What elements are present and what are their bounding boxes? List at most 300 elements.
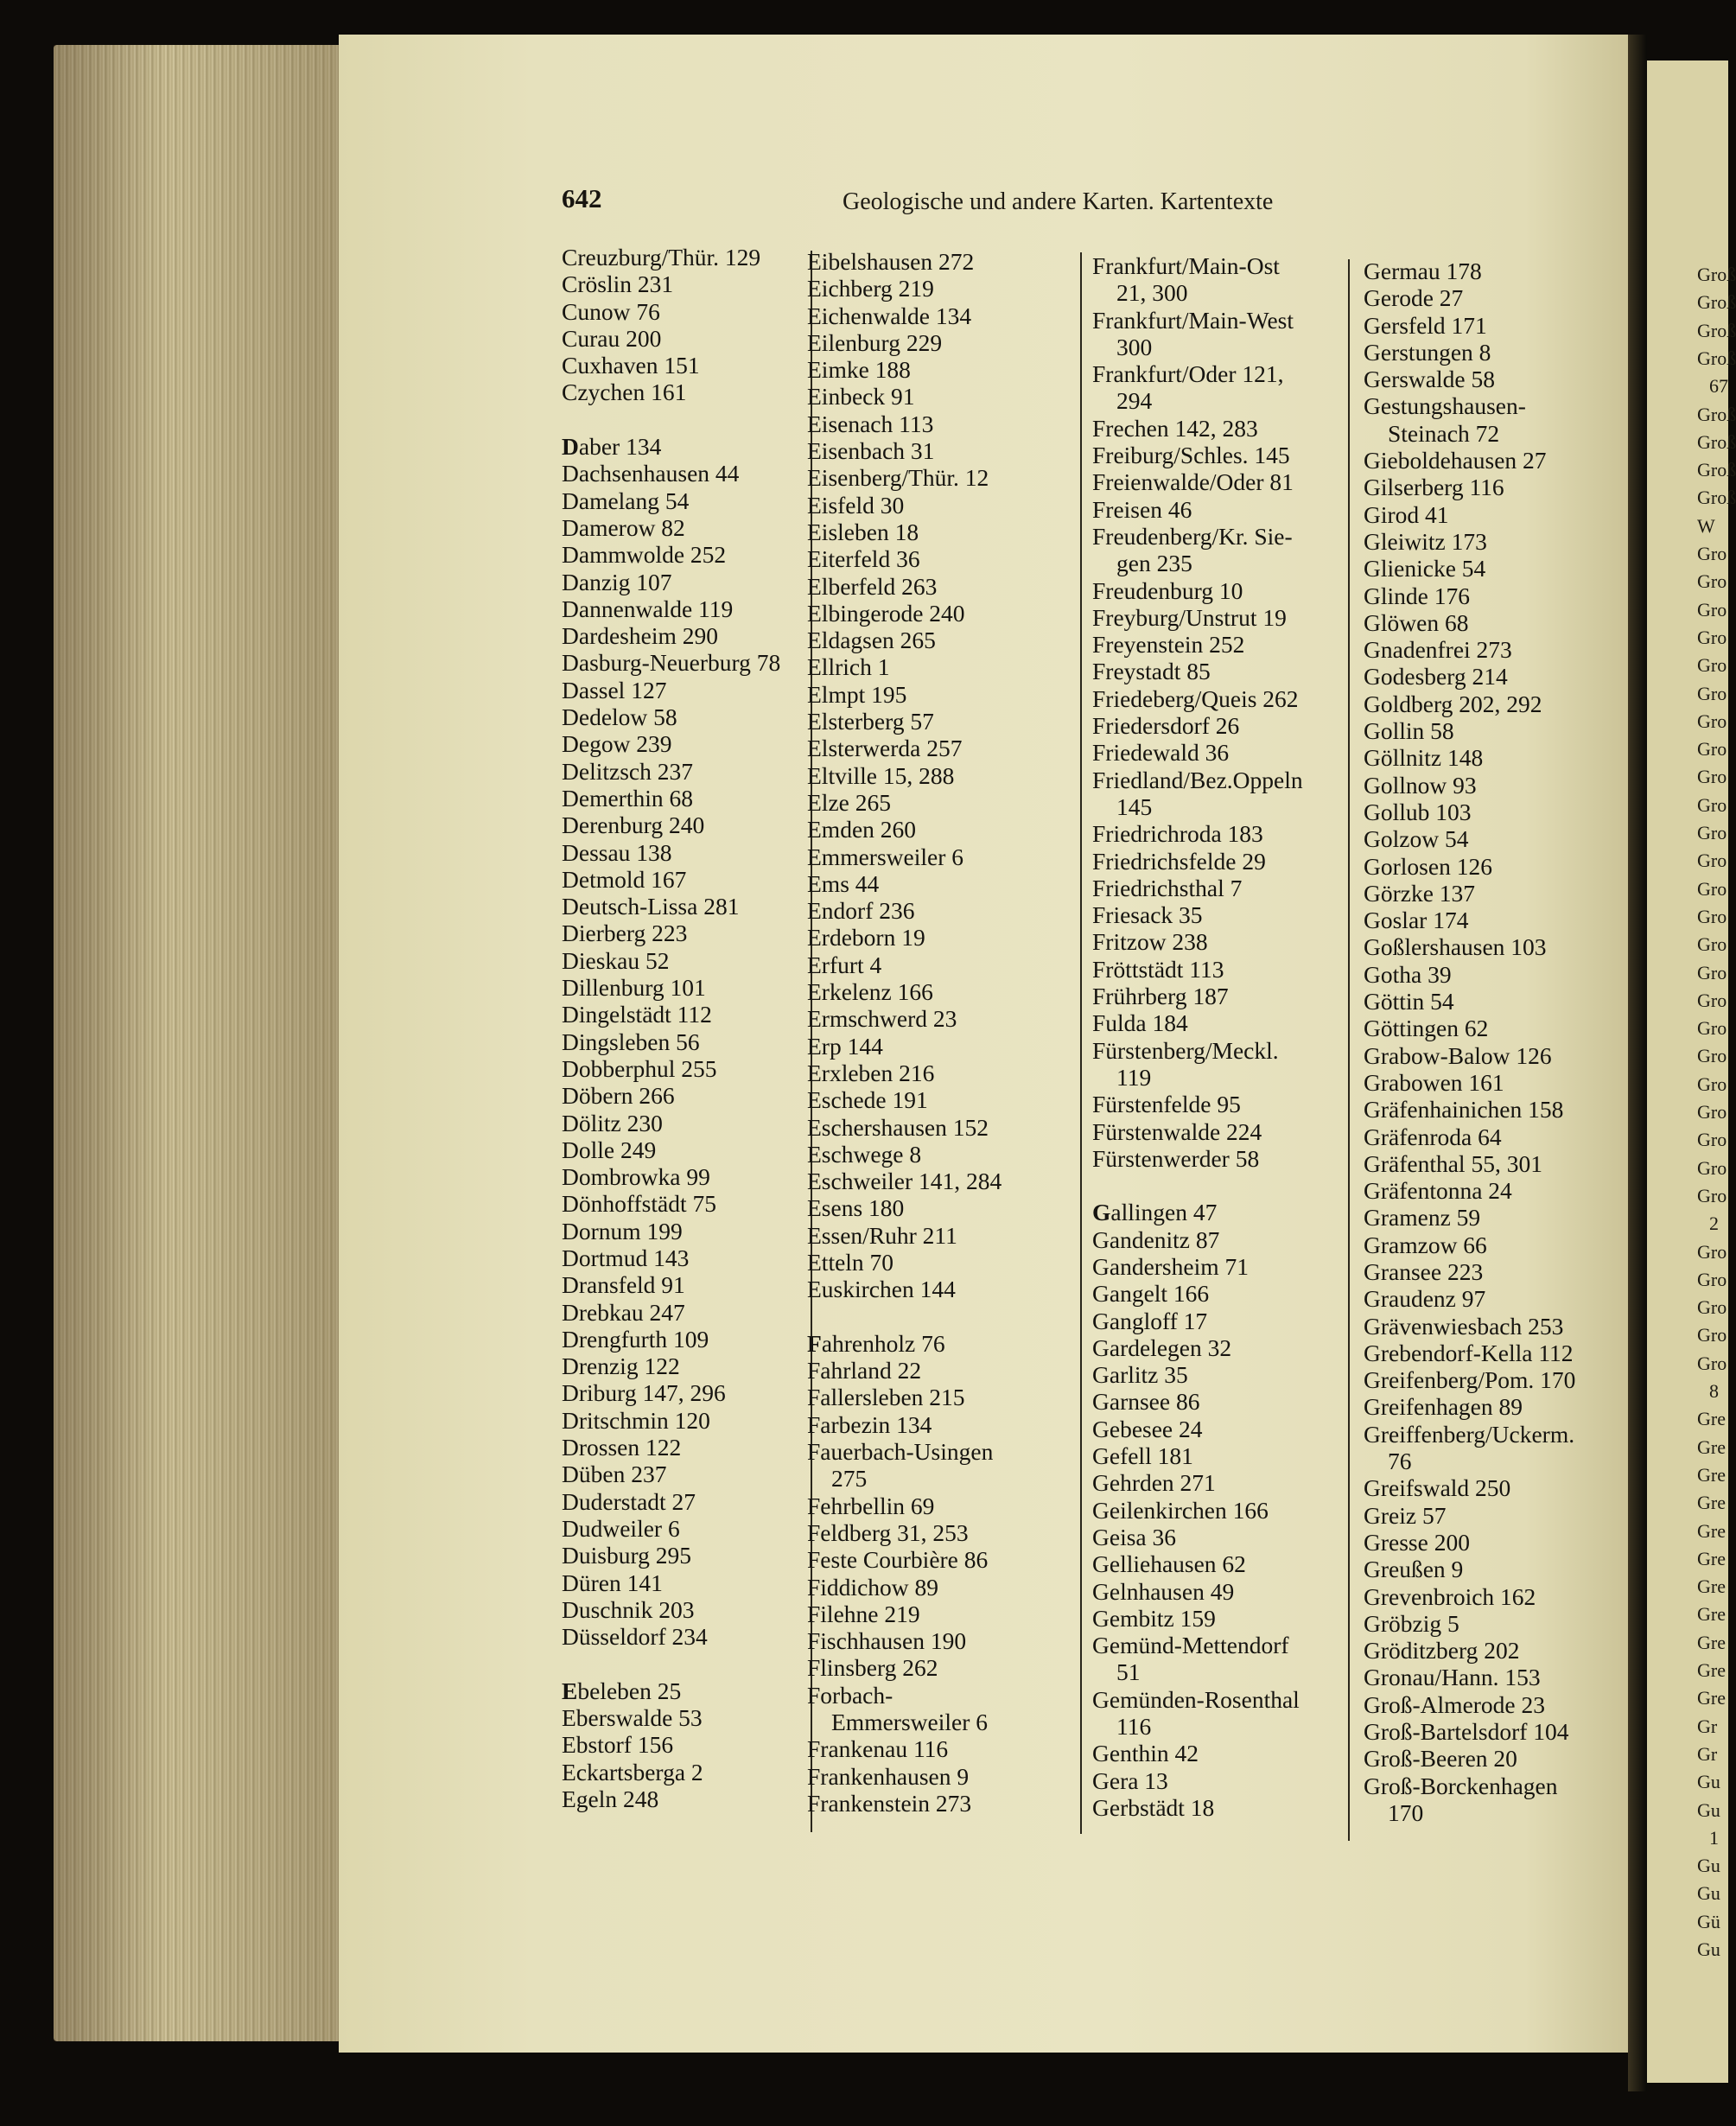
index-entry: Groß-Bartelsdorf 104 [1364, 1718, 1569, 1746]
facing-page-fragment: Gro [1697, 1324, 1727, 1346]
index-entry: Gersfeld 171 [1364, 311, 1487, 339]
index-entry: Fahrenholz 76 [807, 1329, 945, 1357]
index-entry: Groß-Borckenhagen [1364, 1772, 1558, 1799]
facing-page-fragment: Gro [1697, 766, 1727, 788]
index-entry: Gollin 58 [1364, 717, 1454, 745]
facing-page-fragment: Gro [1697, 989, 1727, 1011]
index-entry: Dassel 127 [562, 676, 667, 703]
index-entry-continuation: 294 [1116, 387, 1153, 415]
index-entry: Germau 178 [1364, 258, 1482, 284]
facing-page-fragment: Gro [1697, 1017, 1727, 1040]
index-entry: Demerthin 68 [562, 784, 693, 812]
index-entry: Göttin 54 [1364, 988, 1454, 1015]
index-entry: Fürstenberg/Meckl. [1092, 1036, 1279, 1064]
index-entry: Friedewald 36 [1092, 739, 1230, 767]
facing-page-fragment: Groß [1697, 459, 1736, 481]
index-entry: Gelnhausen 49 [1092, 1577, 1235, 1605]
index-entry: Garlitz 35 [1092, 1361, 1188, 1389]
index-entry: Gollnow 93 [1364, 771, 1477, 799]
index-entry: Gefell 181 [1092, 1442, 1193, 1470]
index-entry-continuation: 145 [1116, 792, 1153, 820]
index-entry: Dobberphul 255 [562, 1054, 717, 1082]
index-entry: Friesack 35 [1092, 901, 1203, 929]
facing-page-fragment: Gro [1697, 710, 1727, 732]
index-entry: Goßlershausen 103 [1364, 933, 1547, 961]
index-entry: Eschwege 8 [807, 1140, 922, 1168]
index-entry: Gardelegen 32 [1092, 1334, 1232, 1361]
index-entry: Filehne 219 [807, 1600, 920, 1627]
index-entry: Goldberg 202, 292 [1364, 690, 1542, 717]
index-entry: Golzow 54 [1364, 825, 1469, 853]
index-entry: Eichberg 219 [807, 275, 934, 302]
index-entry: Dritschmin 120 [562, 1406, 710, 1434]
index-entry: Ellrich 1 [807, 653, 890, 681]
index-entry: Eschershausen 152 [807, 1113, 989, 1141]
index-entry: Düsseldorf 234 [562, 1623, 708, 1651]
facing-page-fragment: 2 [1709, 1213, 1719, 1235]
index-entry: Elsterwerda 257 [807, 735, 963, 762]
facing-page-fragment: Gu [1697, 1798, 1720, 1821]
index-entry: Freisen 46 [1092, 495, 1192, 523]
index-entry: Dornum 199 [562, 1217, 683, 1244]
index-entry: Eibelshausen 272 [807, 248, 975, 275]
index-entry: Endorf 236 [807, 897, 915, 925]
index-entry: Dudweiler 6 [562, 1514, 680, 1542]
index-entry: Elmpt 195 [807, 680, 907, 708]
index-entry-continuation: 300 [1116, 333, 1153, 360]
facing-page-fragment: Gro [1697, 905, 1727, 927]
facing-page-fragment: Gro [1697, 682, 1727, 704]
index-entry: Dieskau 52 [562, 946, 670, 974]
index-entry: Essen/Ruhr 211 [807, 1221, 957, 1249]
index-entry: Gehrden 271 [1092, 1469, 1216, 1497]
index-entry: Eilenburg 229 [807, 328, 943, 356]
index-entry: Godesberg 214 [1364, 663, 1508, 691]
index-entry: Gelliehausen 62 [1092, 1550, 1246, 1578]
section-gap [562, 1650, 821, 1677]
index-entry: Delitzsch 237 [562, 757, 693, 785]
index-entry: Düren 141 [562, 1569, 663, 1596]
index-entry: Frankenstein 273 [807, 1789, 972, 1817]
index-entry: Fehrbellin 69 [807, 1492, 935, 1519]
index-entry: Frankfurt/Main-Ost [1092, 252, 1280, 279]
index-entry: Gräfenroda 64 [1364, 1123, 1502, 1150]
index-entry: Emmersweiler 6 [807, 843, 963, 870]
index-entry: Etteln 70 [807, 1248, 894, 1276]
index-entry: Dortmud 143 [562, 1244, 690, 1271]
index-entry: Gilserberg 116 [1364, 474, 1504, 501]
index-entry: Genthin 42 [1092, 1740, 1199, 1767]
index-entry: Degow 239 [562, 730, 672, 758]
facing-page-fragment: 67 [1709, 375, 1728, 398]
index-entry: Einbeck 91 [807, 383, 915, 411]
index-entry: Eschede 191 [807, 1086, 928, 1114]
index-entry: Glöwen 68 [1364, 608, 1469, 636]
index-entry: Fritzow 238 [1092, 928, 1208, 956]
index-entry: Erdeborn 19 [807, 924, 925, 952]
index-entry: Dransfeld 91 [562, 1271, 685, 1299]
index-entry: Eldagsen 265 [807, 627, 936, 654]
index-entry-continuation: 275 [831, 1465, 868, 1493]
index-entry: Gotha 39 [1364, 960, 1452, 988]
index-entry: Gnadenfrei 273 [1364, 636, 1512, 664]
index-entry: Fallersleben 215 [807, 1384, 965, 1411]
index-entry: Greifenhagen 89 [1364, 1393, 1523, 1421]
index-entry: Frankfurt/Oder 121, [1092, 360, 1284, 388]
running-head: Geologische und andere Karten. Kartentexte [843, 188, 1274, 215]
index-entry: Eiterfeld 36 [807, 545, 920, 573]
index-entry: Geisa 36 [1092, 1523, 1176, 1550]
index-entry: Frechen 142, 283 [1092, 414, 1258, 442]
index-entry: Frankfurt/Main-West [1092, 306, 1294, 334]
facing-page-fragment: 1 [1709, 1826, 1719, 1849]
index-entry: Görzke 137 [1364, 879, 1476, 907]
index-entry: Ebstorf 156 [562, 1731, 674, 1759]
index-entry: Elberfeld 263 [807, 572, 938, 600]
index-entry: Greiz 57 [1364, 1501, 1447, 1529]
index-entry: Dedelow 58 [562, 703, 677, 731]
facing-page-fragment: Gu [1697, 1882, 1720, 1905]
index-entry: Eisenbach 31 [807, 437, 935, 465]
index-entry: Erkelenz 166 [807, 978, 933, 1006]
book-gutter [1628, 35, 1647, 2091]
index-entry: Drengfurth 109 [562, 1325, 709, 1353]
index-entry: Glinde 176 [1364, 582, 1470, 609]
facing-page-fragment: Gre [1697, 1603, 1726, 1626]
index-entry: Fischhausen 190 [807, 1627, 967, 1655]
index-entry: Friedersdorf 26 [1092, 712, 1240, 740]
index-entry: Feste Courbière 86 [807, 1546, 989, 1574]
index-entry: Erxleben 216 [807, 1059, 935, 1086]
facing-page [1647, 60, 1736, 2083]
index-entry: Gerswalde 58 [1364, 366, 1495, 393]
facing-page-fragment: Gre [1697, 1687, 1726, 1709]
facing-page-fragment: Gre [1697, 1631, 1726, 1653]
index-entry: Dardesheim 290 [562, 622, 718, 650]
facing-page-fragment: Gro [1697, 598, 1727, 621]
index-entry: Dölitz 230 [562, 1109, 663, 1136]
index-entry: Gollub 103 [1364, 798, 1472, 825]
index-entry: Cunow 76 [562, 297, 660, 325]
index-entry: Drossen 122 [562, 1434, 682, 1461]
index-entry: Gransee 223 [1364, 1257, 1484, 1285]
index-entry: Grabowen 161 [1364, 1068, 1504, 1096]
index-entry: Gronau/Hann. 153 [1364, 1664, 1541, 1691]
index-entry: Gleiwitz 173 [1364, 527, 1487, 555]
index-entry: Eberswalde 53 [562, 1704, 703, 1732]
facing-page-fragment: Gro [1697, 850, 1727, 872]
facing-page-fragment: 8 [1709, 1380, 1719, 1402]
index-entry-continuation: 76 [1388, 1448, 1412, 1475]
index-entry: Gangloff 17 [1092, 1307, 1208, 1334]
index-entry: Egeln 248 [562, 1785, 659, 1812]
index-entry: Frankenhausen 9 [807, 1762, 970, 1790]
index-entry: Duschnik 203 [562, 1595, 695, 1623]
index-entry: Forbach- [807, 1681, 893, 1709]
index-entry: Frankenau 116 [807, 1735, 949, 1763]
index-entry: Cröslin 231 [562, 271, 674, 298]
index-entry: Ems 44 [807, 869, 880, 897]
index-entry: Gorlosen 126 [1364, 852, 1492, 880]
index-entry: Greifenberg/Pom. 170 [1364, 1366, 1576, 1394]
index-entry: Curau 200 [562, 324, 662, 352]
facing-page-fragment: Gro [1697, 626, 1727, 648]
index-entry: Freiburg/Schles. 145 [1092, 442, 1290, 469]
facing-page-fragment: Gu [1697, 1855, 1720, 1877]
facing-page-fragment: W [1697, 514, 1715, 537]
index-entry: Dammwolde 252 [562, 541, 727, 569]
facing-page-fragment: Groß [1697, 403, 1736, 425]
index-entry: Freudenburg 10 [1092, 576, 1243, 604]
index-column-1 [562, 244, 821, 1812]
index-entry: Damelang 54 [562, 487, 690, 514]
facing-page-fragment: Groß [1697, 264, 1736, 285]
index-entry: Freyenstein 252 [1092, 631, 1245, 659]
index-entry-continuation: Emmersweiler 6 [831, 1709, 988, 1736]
index-column-3 [1092, 252, 1351, 1821]
index-entry: Duderstadt 27 [562, 1487, 696, 1515]
index-entry: Gräfenhainichen 158 [1364, 1096, 1564, 1123]
facing-page-fragment: Gro [1697, 1240, 1727, 1263]
facing-page-fragment: Groß [1697, 430, 1736, 453]
facing-page-fragment: Gre [1697, 1435, 1726, 1458]
facing-page-fragment: Gro [1697, 1184, 1727, 1206]
facing-page-fragment: Gro [1697, 654, 1727, 677]
index-entry: Danzig 107 [562, 568, 672, 595]
index-entry: Fauerbach-Usingen [807, 1438, 994, 1466]
index-entry: Dasburg-Neuerburg 78 [562, 649, 781, 677]
index-entry: Groß-Beeren 20 [1364, 1745, 1517, 1773]
index-entry: Gangelt 166 [1092, 1280, 1210, 1308]
index-entry: Eschweiler 141, 284 [807, 1168, 1002, 1195]
index-entry: Fürstenfelde 95 [1092, 1091, 1241, 1118]
index-entry: Detmold 167 [562, 865, 687, 893]
facing-page-fragment: Gre [1697, 1575, 1726, 1598]
facing-page-fragment: Gro [1697, 543, 1727, 564]
facing-page-fragment: Gro [1697, 1296, 1727, 1319]
index-entry: Fulda 184 [1092, 1009, 1188, 1037]
index-entry: Gebesee 24 [1092, 1415, 1203, 1442]
index-entry: Elbingerode 240 [807, 599, 965, 627]
index-entry: Eisleben 18 [807, 518, 919, 545]
index-entry: Greiffenberg/Uckerm. [1364, 1420, 1575, 1448]
index-entry: Czychen 161 [562, 379, 687, 406]
index-entry: Fröttstädt 113 [1092, 955, 1224, 983]
index-entry: Freudenberg/Kr. Sie- [1092, 522, 1293, 550]
index-entry: Dingelstädt 112 [562, 1001, 712, 1028]
facing-page-fragment: Gre [1697, 1659, 1726, 1681]
index-entry: Gandenitz 87 [1092, 1225, 1220, 1253]
index-entry: Friedrichsfelde 29 [1092, 847, 1266, 875]
index-entry: Gröbzig 5 [1364, 1609, 1459, 1637]
book-page-edges-shade [54, 45, 339, 2041]
index-entry: Grävenwiesbach 253 [1364, 1312, 1564, 1340]
index-entry: Fahrland 22 [807, 1357, 922, 1384]
index-entry-continuation: 51 [1116, 1658, 1141, 1686]
index-entry-continuation: gen 235 [1116, 550, 1192, 577]
facing-page-fragment: Gro [1697, 738, 1727, 761]
section-gap [1092, 1172, 1351, 1199]
index-entry: Freystadt 85 [1092, 658, 1211, 685]
facing-page-fragment: Gu [1697, 1938, 1720, 1960]
facing-page-fragment: Gre [1697, 1463, 1726, 1486]
facing-page-fragment: Gu [1697, 1771, 1720, 1793]
index-entry: Friedrichroda 183 [1092, 820, 1263, 848]
index-entry: Duisburg 295 [562, 1542, 691, 1569]
index-entry: Dönhoffstädt 75 [562, 1190, 716, 1218]
index-entry: Farbezin 134 [807, 1410, 932, 1438]
index-entry: Erp 144 [807, 1032, 883, 1060]
facing-page-fragment: Gre [1697, 1408, 1726, 1430]
section-gap [562, 406, 821, 433]
index-entry: Garnsee 86 [1092, 1388, 1200, 1416]
index-entry: Elsterberg 57 [807, 708, 934, 735]
index-entry: Dierberg 223 [562, 920, 688, 947]
index-entry: Eisfeld 30 [807, 491, 905, 519]
index-entry: Greifswald 250 [1364, 1474, 1511, 1502]
index-entry: Dannenwalde 119 [562, 595, 734, 622]
facing-page-fragment: Groß [1697, 487, 1736, 509]
facing-page-fragment: Gr [1697, 1715, 1718, 1737]
index-entry: Friedrichsthal 7 [1092, 874, 1243, 901]
index-entry: Freienwalde/Oder 81 [1092, 468, 1294, 496]
index-entry: Gerbstädt 18 [1092, 1793, 1215, 1821]
index-entry: Creuzburg/Thür. 129 [562, 244, 761, 271]
index-entry: Glienicke 54 [1364, 555, 1486, 582]
facing-page-fragment: Gro [1697, 1268, 1727, 1290]
index-entry: Fiddichow 89 [807, 1573, 939, 1601]
column-divider [1080, 252, 1082, 1834]
index-entry: Gerstungen 8 [1364, 338, 1491, 366]
facing-page-fragment: Gr [1697, 1742, 1718, 1765]
index-entry: Gramzow 66 [1364, 1231, 1487, 1258]
facing-page-fragment: Gro [1697, 570, 1727, 593]
index-entry: Cuxhaven 151 [562, 352, 700, 379]
index-entry-continuation: Steinach 72 [1388, 419, 1500, 447]
index-entry: Deutsch-Lissa 281 [562, 893, 740, 920]
index-entry: Dingsleben 56 [562, 1028, 700, 1055]
index-entry: Driburg 147, 296 [562, 1379, 726, 1407]
index-entry: Derenburg 240 [562, 812, 705, 839]
index-entry: Gräfenthal 55, 301 [1364, 1149, 1542, 1177]
index-entry: Dombrowka 99 [562, 1163, 710, 1191]
index-column-4 [1364, 258, 1623, 1826]
facing-page-fragment: Gro [1697, 1156, 1727, 1179]
index-entry: Elze 265 [807, 788, 891, 816]
index-entry: Flinsberg 262 [807, 1654, 938, 1682]
index-entry: Eisenberg/Thür. 12 [807, 464, 989, 492]
index-entry: Göttingen 62 [1364, 1015, 1489, 1042]
facing-page-fragment: Gro [1697, 933, 1727, 956]
index-entry: Gestungshausen- [1364, 392, 1526, 420]
index-entry: Gramenz 59 [1364, 1204, 1481, 1232]
facing-page-fragment: Gro [1697, 1352, 1727, 1374]
index-entry: Drenzig 122 [562, 1353, 680, 1380]
column-divider [1348, 259, 1350, 1841]
index-entry: Euskirchen 144 [807, 1276, 956, 1303]
facing-page-fragment: Gro [1697, 1101, 1727, 1123]
index-entry: Ermschwerd 23 [807, 1005, 957, 1033]
index-column-2 [807, 248, 1066, 1817]
index-entry-continuation: 21, 300 [1116, 279, 1188, 307]
index-entry: Dolle 249 [562, 1136, 657, 1163]
index-entry: Düben 237 [562, 1461, 667, 1488]
page-number: 642 [562, 183, 602, 213]
facing-page-fragment: Gro [1697, 1129, 1727, 1151]
facing-page-fragment: Gre [1697, 1519, 1726, 1542]
index-entry: Gembitz 159 [1092, 1604, 1216, 1632]
index-entry: Friedeberg/Queis 262 [1092, 684, 1299, 712]
index-entry: Freyburg/Unstrut 19 [1092, 603, 1287, 631]
index-entry: Gräfentonna 24 [1364, 1177, 1512, 1205]
facing-page-fragment: Groß [1697, 347, 1736, 369]
index-entry: Gresse 200 [1364, 1528, 1470, 1556]
index-entry: Geilenkirchen 166 [1092, 1496, 1269, 1524]
index-entry: Dachsenhausen 44 [562, 460, 740, 487]
index-entry: Grebendorf-Kella 112 [1364, 1339, 1574, 1366]
facing-page-fragment: Gro [1697, 877, 1727, 900]
index-entry: Emden 260 [807, 816, 917, 843]
index-entry: Gröditzberg 202 [1364, 1637, 1520, 1665]
index-entry-continuation: 119 [1116, 1063, 1152, 1091]
index-entry: Göllnitz 148 [1364, 744, 1484, 772]
index-entry: Gieboldehausen 27 [1364, 447, 1547, 474]
facing-page-fragment: Gre [1697, 1547, 1726, 1569]
index-entry: Dessau 138 [562, 838, 672, 866]
index-entry: Gallingen 47 [1092, 1199, 1218, 1226]
facing-page-fragment: Gro [1697, 1045, 1727, 1067]
index-entry: Eckartsberga 2 [562, 1758, 703, 1785]
index-entry: Dillenburg 101 [562, 974, 706, 1002]
facing-page-fragment: Groß [1697, 291, 1736, 314]
index-entry: Eimke 188 [807, 356, 911, 384]
index-entry: Greußen 9 [1364, 1556, 1464, 1583]
index-entry: Eichenwalde 134 [807, 302, 972, 329]
index-entry: Gemünden-Rosenthal [1092, 1685, 1300, 1713]
index-entry: Girod 41 [1364, 500, 1449, 528]
index-entry: Friedland/Bez.Oppeln [1092, 766, 1303, 793]
index-entry-continuation: 116 [1116, 1713, 1152, 1741]
index-entry: Grevenbroich 162 [1364, 1582, 1536, 1610]
index-entry: Damerow 82 [562, 513, 685, 541]
facing-page-fragment: Gro [1697, 793, 1727, 816]
index-entry: Goslar 174 [1364, 907, 1469, 934]
index-entry: Esens 180 [807, 1194, 905, 1222]
index-entry: Graudenz 97 [1364, 1285, 1486, 1313]
index-entry: Daber 134 [562, 433, 662, 461]
facing-page-fragment: Groß [1697, 319, 1736, 341]
index-entry: Gerode 27 [1364, 284, 1464, 312]
facing-page-fragment: Gü [1697, 1910, 1720, 1932]
section-gap [807, 1303, 1066, 1330]
index-entry: Gemünd-Mettendorf [1092, 1632, 1289, 1659]
facing-page-fragment: Gro [1697, 961, 1727, 983]
index-entry: Eltville 15, 288 [807, 761, 955, 789]
facing-page-fragment: Gre [1697, 1492, 1726, 1514]
index-entry-continuation: 170 [1388, 1798, 1424, 1826]
index-entry: Erfurt 4 [807, 951, 882, 978]
facing-page-fragment: Gro [1697, 1073, 1727, 1095]
index-entry: Frührberg 187 [1092, 983, 1229, 1010]
facing-page-fragment: Gro [1697, 822, 1727, 843]
index-entry: Fürstenwerder 58 [1092, 1144, 1260, 1172]
index-entry: Eisenach 113 [807, 410, 934, 437]
index-entry: Gera 13 [1092, 1766, 1168, 1794]
index-entry: Fürstenwalde 224 [1092, 1117, 1262, 1145]
index-entry: Groß-Almerode 23 [1364, 1690, 1546, 1718]
index-entry: Gandersheim 71 [1092, 1252, 1249, 1280]
index-entry: Feldberg 31, 253 [807, 1518, 969, 1546]
